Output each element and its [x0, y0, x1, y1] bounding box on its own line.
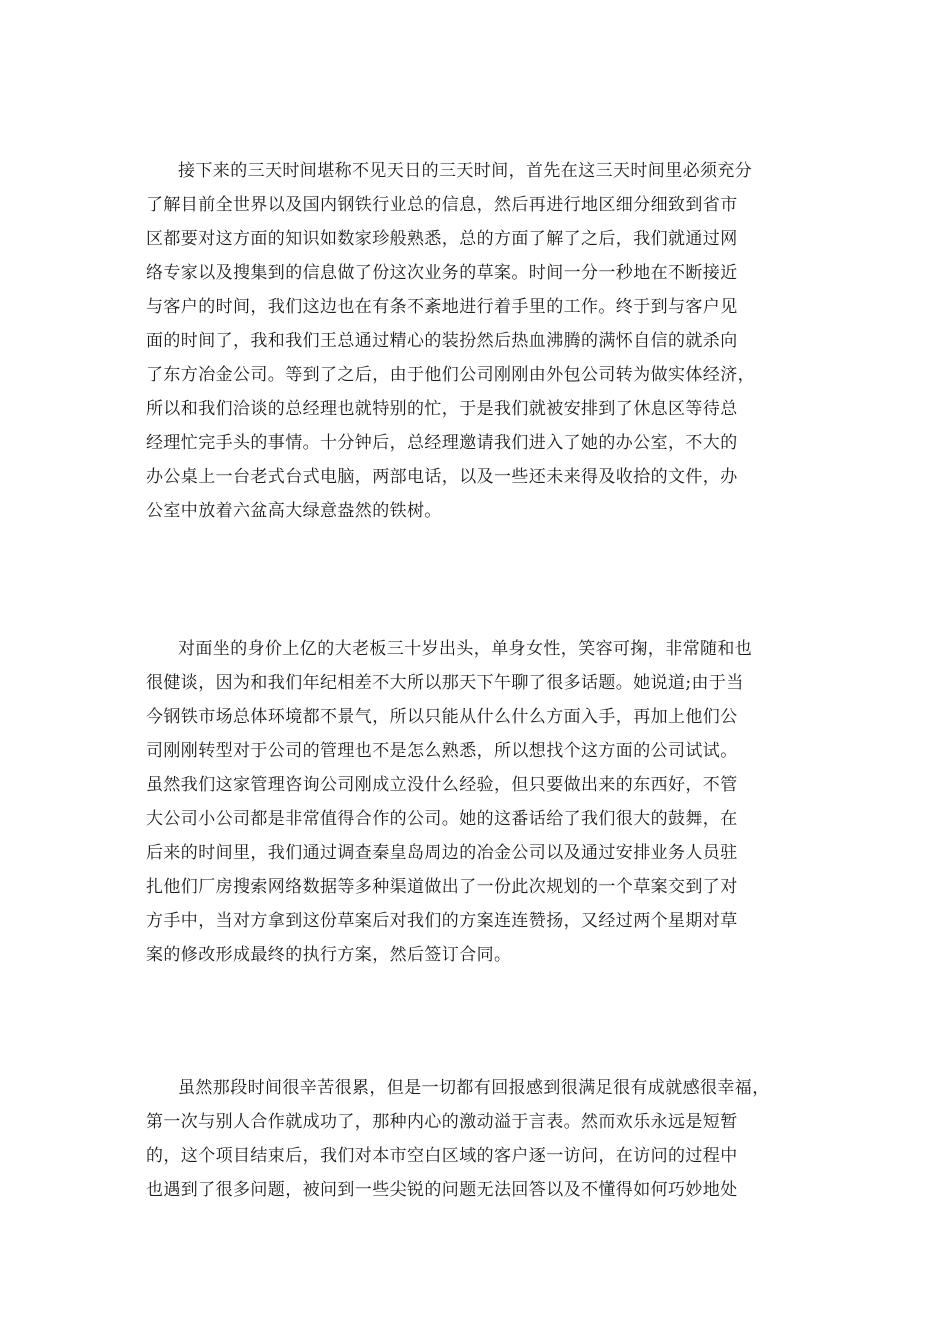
text-line: 大公司小公司都是非常值得合作的公司。她的这番话给了我们很大的鼓舞，在: [146, 809, 738, 829]
text-line: 今钢铁市场总体环境都不景气，所以只能从什么什么方面入手，再加上他们公: [146, 707, 738, 727]
text-line: 络专家以及搜集到的信息做了份这次业务的草案。时间一分一秒地在不断接近: [146, 263, 738, 283]
text-line: 所以和我们洽谈的总经理也就特别的忙，于是我们就被安排到了休息区等待总: [146, 399, 738, 419]
text-line: 的，这个项目结束后，我们对本市空白区域的客户逐一访问，在访问的过程中: [146, 1146, 738, 1166]
text-line: 司刚刚转型对于公司的管理也不是怎么熟悉，所以想找个这方面的公司试试。: [146, 741, 738, 761]
text-line: 了解目前全世界以及国内钢铁行业总的信息，然后再进行地区细分细致到省市: [146, 195, 738, 215]
text-line: 面的时间了，我和我们王总通过精心的装扮然后热血沸腾的满怀自信的就杀向: [146, 331, 738, 351]
text-line: 虽然那段时间很辛苦很累，但是一切都有回报感到很满足很有成就感很幸福，: [178, 1078, 770, 1098]
text-line: 了东方冶金公司。等到了之后，由于他们公司刚刚由外包公司转为做实体经济，: [146, 365, 755, 385]
text-line: 对面坐的身价上亿的大老板三十岁出头，单身女性，笑容可掬，非常随和也: [178, 639, 753, 659]
text-line: 虽然我们这家管理咨询公司刚成立没什么经验，但只要做出来的东西好，不管: [146, 775, 738, 795]
text-line: 也遇到了很多问题，被问到一些尖锐的问题无法回答以及不懂得如何巧妙地处: [146, 1180, 738, 1200]
text-line: 经理忙完手头的事情。十分钟后，总经理邀请我们进入了她的办公室，不大的: [146, 433, 738, 453]
text-line: 公室中放着六盆高大绿意盎然的铁树。: [146, 501, 442, 521]
text-line: 区都要对这方面的知识如数家珍般熟悉，总的方面了解了之后，我们就通过网: [146, 229, 738, 249]
text-line: 办公桌上一台老式台式电脑，两部电话，以及一些还未来得及收拾的文件，办: [146, 467, 738, 487]
text-line: 第一次与别人合作就成功了，那种内心的激动溢于言表。然而欢乐永远是短暂: [146, 1112, 738, 1132]
text-line: 方手中，当对方拿到这份草案后对我们的方案连连赞扬，又经过两个星期对草: [146, 911, 738, 931]
paragraph-2: [146, 632, 816, 972]
text-line: 与客户的时间，我们这边也在有条不紊地进行着手里的工作。终于到与客户见: [146, 297, 738, 317]
text-line: 接下来的三天时间堪称不见天日的三天时间，首先在这三天时间里必须充分: [178, 161, 753, 181]
paragraph-1: [146, 154, 816, 528]
text-line: 案的修改形成最终的执行方案，然后签订合同。: [146, 945, 512, 965]
text-line: 很健谈，因为和我们年纪相差不大所以那天下午聊了很多话题。她说道;由于当: [146, 673, 744, 693]
text-line: 扎他们厂房搜索网络数据等多种渠道做出了一份此次规划的一个草案交到了对: [146, 877, 738, 897]
text-line: 后来的时间里，我们通过调查秦皇岛周边的冶金公司以及通过安排业务人员驻: [146, 843, 738, 863]
paragraph-3: [146, 1071, 816, 1207]
